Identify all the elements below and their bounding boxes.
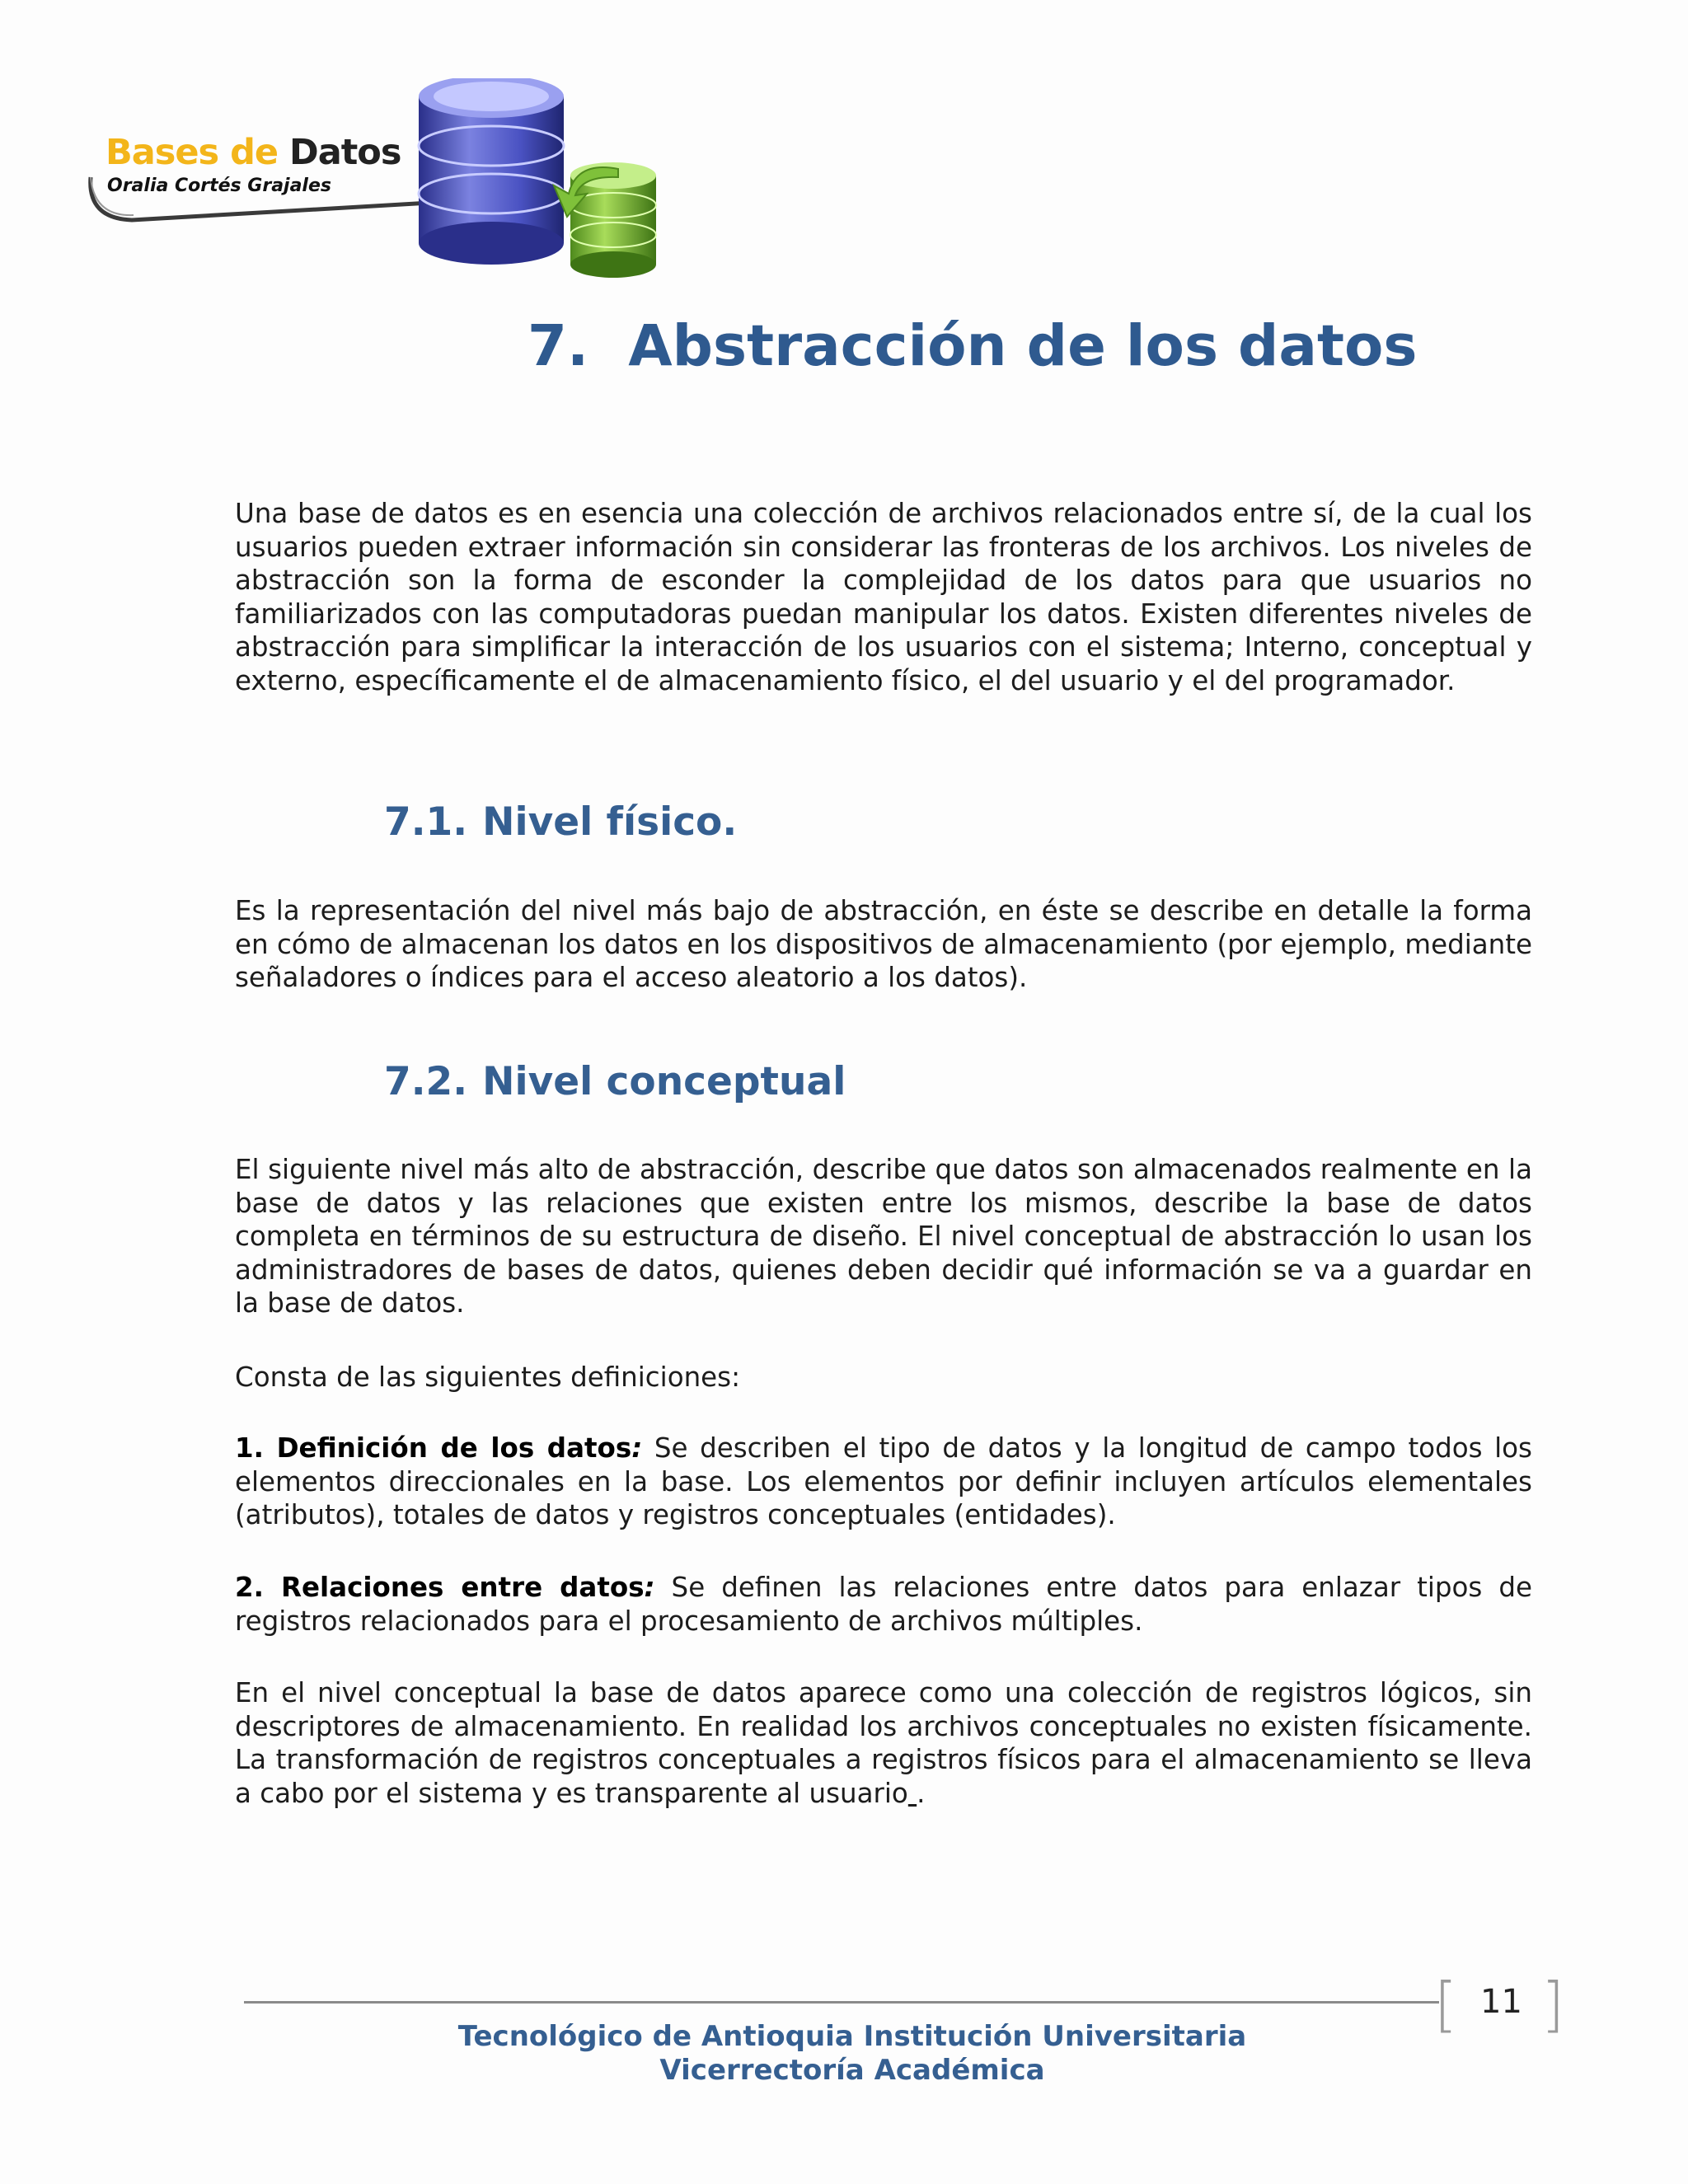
section-heading-conceptual: 7.2. Nivel conceptual xyxy=(384,1059,846,1104)
footer-department: Vicerrectoría Académica xyxy=(659,2054,1045,2087)
footer-institution: Tecnológico de Antioquia Institución Universitaria xyxy=(457,2020,1247,2053)
heading-number: 7. xyxy=(528,313,589,379)
closing-paragraph: En el nivel conceptual la base de datos aparece como una colección de registros lógicos, sin descriptores de almacenamiento. En realidad los archivos conceptuales no existen físicamente. La transformación de registros conceptuales a registros físicos para el almacenamiento se lleva a cabo por el sistema y es transparente al usuario . xyxy=(235,1677,1532,1809)
page-number: 11 xyxy=(1480,1983,1522,2021)
definition-2-label: 2. Relaciones entre datos xyxy=(235,1572,645,1603)
page-bracket-right: ] xyxy=(1541,1970,1565,2039)
intro-paragraph: Una base de datos es en esencia una colección de archivos relacionados entre sí, de la cual los usuarios pueden extraer información sin considerar las fronteras de los archivos. Los niveles de abstracción son la forma de esconder la complejidad de los datos para que usuarios no familiarizados con las computadoras puedan manipular los datos. Existen diferentes niveles de abstracción para simplificar la interacción de los usuarios con el sistema; Interno, conceptual y externo, específicamente el de almacenamiento físico, el del usuario y el del programador. xyxy=(235,498,1532,696)
section-heading-physical: 7.1. Nivel físico. xyxy=(384,799,738,845)
logo-title: Bases de Datos xyxy=(106,132,401,173)
page-bracket-left: [ xyxy=(1434,1970,1458,2039)
definition-1: 1. Definición de los datos: Se describen el tipo de datos y la longitud de campo todos los elementos direccionales en la base. Los elementos por definir incluyen artículos elementales (atributos), totales de datos y registros conceptuales (entidades). xyxy=(235,1432,1532,1530)
heading-text: Abstracción de los datos xyxy=(628,313,1418,379)
definitions-intro: Consta de las siguientes definiciones: xyxy=(235,1361,741,1393)
definition-1-label: 1. Definición de los datos xyxy=(235,1432,632,1464)
page-title xyxy=(528,313,1417,379)
definition-2: 2. Relaciones entre datos: Se definen las relaciones entre datos para enlazar tipos de registros relacionados para el procesamiento de archivos múltiples. xyxy=(235,1572,1532,1637)
conceptual-paragraph: El siguiente nivel más alto de abstracción, describe que datos son almacenados realmente en la base de datos y las relaciones que existen entre los mismos, describe la base de datos completa en términos de su estructura de diseño. El nivel conceptual de abstracción lo usan los administradores de bases de datos, quienes deben decidir qué información se va a guardar en la base de datos. xyxy=(235,1154,1532,1319)
logo-author: Oralia Cortés Grajales xyxy=(107,176,331,196)
footer-divider xyxy=(244,2001,1439,2004)
physical-paragraph: Es la representación del nivel más bajo de abstracción, en éste se describe en detalle la forma en cómo de almacenan los datos en los dispositivos de almacenamiento (por ejemplo, mediante señaladores o índices para el acceso aleatorio a los datos). xyxy=(235,895,1532,993)
